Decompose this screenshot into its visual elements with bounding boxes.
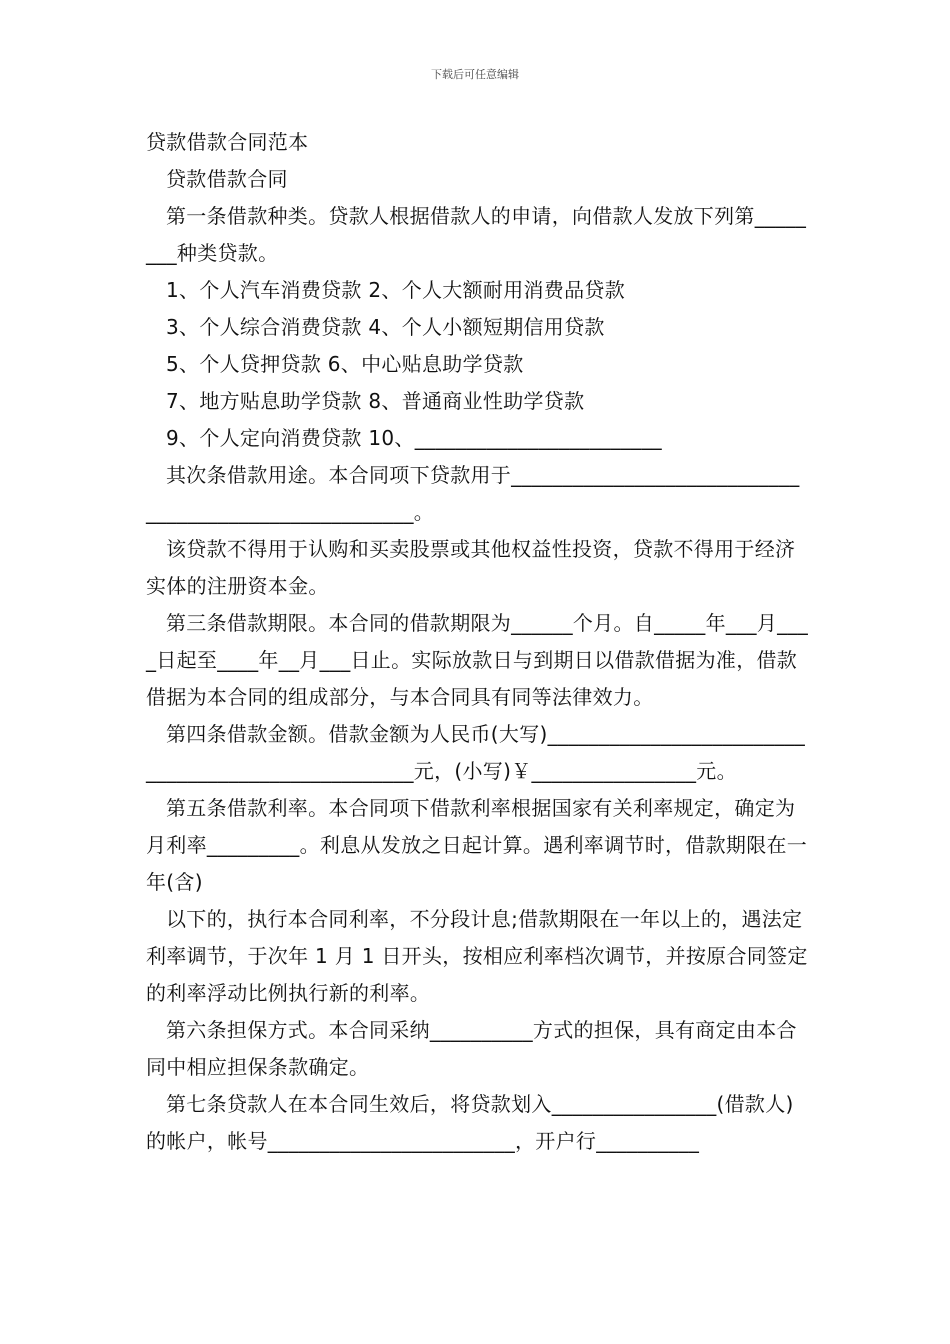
loan-type-line-3: 5、个人贷押贷款 6、中心贴息助学贷款 — [166, 352, 524, 376]
document-subtitle: 贷款借款合同 — [166, 167, 288, 191]
loan-type-line-4: 7、地方贴息助学贷款 8、普通商业性助学贷款 — [166, 389, 585, 413]
paragraph-article-2: 其次条借款用途。本合同项下贷款用于______________________________________________________。 — [146, 463, 800, 524]
paragraph-article-3: 第三条借款期限。本合同的借款期限为______个月。自_____年___月____日起至____年__月___日止。实际放款日与到期日以借款借据为准，借款借据为本合同的组成部分，与本合同具有同等法律效力。 — [146, 611, 808, 709]
paragraph-article-5: 第五条借款利率。本合同项下借款利率根据国家有关利率规定，确定为月利率_________。利息从发放之日起计算。遇利率调节时，借款期限在一年(含) — [146, 796, 808, 894]
paragraph-article-1: 第一条借款种类。贷款人根据借款人的申请，向借款人发放下列第________种类贷款。 — [146, 204, 807, 265]
document-body — [146, 124, 808, 1160]
paragraph-article-5-continued: 以下的，执行本合同利率，不分段计息;借款期限在一年以上的，遇法定利率调节，于次年 1 月 1 日开头，按相应利率档次调节，并按原合同签定的利率浮动比例执行新的利率。 — [146, 907, 808, 1005]
loan-type-line-1: 1、个人汽车消费贷款 2、个人大额耐用消费品贷款 — [166, 278, 626, 302]
paragraph-article-6: 第六条担保方式。本合同采纳__________方式的担保，具有商定由本合同中相应担保条款确定。 — [146, 1018, 797, 1079]
paragraph-usage-restriction: 该贷款不得用于认购和买卖股票或其他权益性投资，贷款不得用于经济实体的注册资本金。 — [146, 537, 796, 598]
loan-type-line-2: 3、个人综合消费贷款 4、个人小额短期信用贷款 — [166, 315, 605, 339]
loan-type-line-5: 9、个人定向消费贷款 10、________________________ — [166, 426, 662, 450]
document-title: 贷款借款合同范本 — [146, 130, 309, 154]
page-header-note: 下载后可任意编辑 — [431, 68, 519, 81]
paragraph-article-4: 第四条借款金额。借款金额为人民币(大写)___________________________________________________元，(小写)￥________________元。 — [146, 722, 806, 783]
paragraph-article-7: 第七条贷款人在本合同生效后，将贷款划入________________(借款人)的帐户，帐号________________________，开户行__________ — [146, 1092, 794, 1153]
